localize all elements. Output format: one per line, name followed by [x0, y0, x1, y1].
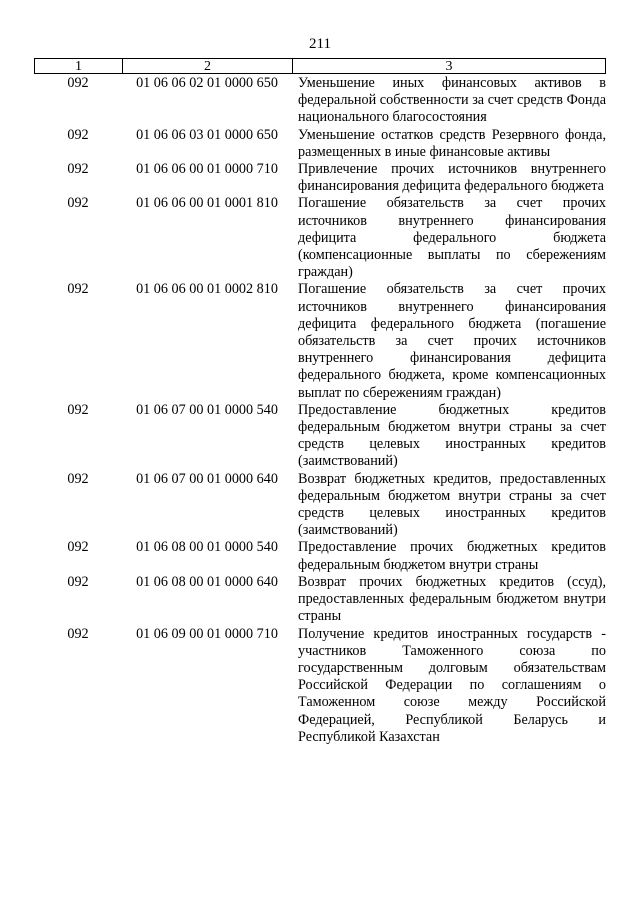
admin-code-cell: 092	[67, 195, 89, 212]
table-row	[34, 281, 606, 401]
classification-code-cell: 01 06 06 00 01 0002 810	[136, 281, 278, 298]
table-row	[34, 75, 606, 127]
table-row	[34, 471, 606, 540]
table-body	[34, 75, 606, 746]
admin-code-cell: 092	[67, 161, 89, 178]
description-cell: Получение кредитов иностранных государств - участников Таможенного союза по государственным долговым обязательствам Российской Федерации по соглашениям о Таможенном союзе между Российской Федерацией, Республикой Беларусь и Республикой Казахстан	[298, 625, 606, 745]
table-row	[34, 574, 606, 626]
table-row	[34, 626, 606, 746]
classification-code-cell: 01 06 08 00 01 0000 640	[136, 573, 278, 590]
classification-code-cell: 01 06 06 00 01 0000 710	[136, 161, 278, 178]
description-cell: Уменьшение остатков средств Резервного фонда, размещенных в иные финансовые активы	[298, 126, 606, 160]
description-cell: Погашение обязательств за счет прочих источников внутреннего финансирования дефицита федерального бюджета (погашение обязательств за счет прочих источников внутреннего финансирования дефицита федерального бюджета, кроме компенсационных выплат по сбережениям граждан)	[298, 281, 606, 401]
page-number: 211	[309, 36, 331, 52]
admin-code-cell: 092	[67, 573, 89, 590]
admin-code-cell: 092	[67, 625, 89, 642]
column-header-1: 1	[35, 59, 123, 73]
description-cell: Предоставление бюджетных кредитов федеральным бюджетом внутри страны за счет средств целевых иностранных кредитов (заимствований)	[298, 401, 606, 470]
classification-code-cell: 01 06 06 02 01 0000 650	[136, 75, 278, 91]
description-cell: Возврат прочих бюджетных кредитов (ссуд), предоставленных федеральным бюджетом внутри страны	[298, 573, 606, 625]
admin-code-cell: 092	[67, 470, 89, 487]
table-row	[34, 539, 606, 573]
classification-code-cell: 01 06 07 00 01 0000 640	[136, 470, 278, 487]
admin-code-cell: 092	[67, 401, 89, 418]
table-row	[34, 195, 606, 281]
description-cell: Привлечение прочих источников внутреннего финансирования дефицита федерального бюджета	[298, 161, 606, 195]
description-cell: Возврат бюджетных кредитов, предоставленных федеральным бюджетом внутри страны за счет средств целевых иностранных кредитов (заимствований)	[298, 470, 606, 539]
admin-code-cell: 092	[67, 281, 89, 298]
column-header-2: 2	[123, 59, 293, 73]
table-header-row	[34, 58, 606, 74]
classification-code-cell: 01 06 07 00 01 0000 540	[136, 401, 278, 418]
classification-code-cell: 01 06 08 00 01 0000 540	[136, 539, 278, 556]
classification-code-cell: 01 06 06 00 01 0001 810	[136, 195, 278, 212]
budget-sources-table	[34, 58, 606, 746]
description-cell: Уменьшение иных финансовых активов в федеральной собственности за счет средств Фонда национального благосостояния	[298, 75, 606, 126]
admin-code-cell: 092	[67, 539, 89, 556]
table-row	[34, 402, 606, 471]
classification-code-cell: 01 06 09 00 01 0000 710	[136, 625, 278, 642]
classification-code-cell: 01 06 06 03 01 0000 650	[136, 126, 278, 143]
admin-code-cell: 092	[67, 75, 89, 91]
description-cell: Погашение обязательств за счет прочих источников внутреннего финансирования дефицита федерального бюджета (компенсационные выплаты по сбережениям граждан)	[298, 195, 606, 281]
table-row	[34, 127, 606, 161]
column-header-3: 3	[445, 59, 453, 74]
description-cell: Предоставление прочих бюджетных кредитов федеральным бюджетом внутри страны	[298, 539, 606, 573]
admin-code-cell: 092	[67, 126, 89, 143]
table-row	[34, 161, 606, 195]
